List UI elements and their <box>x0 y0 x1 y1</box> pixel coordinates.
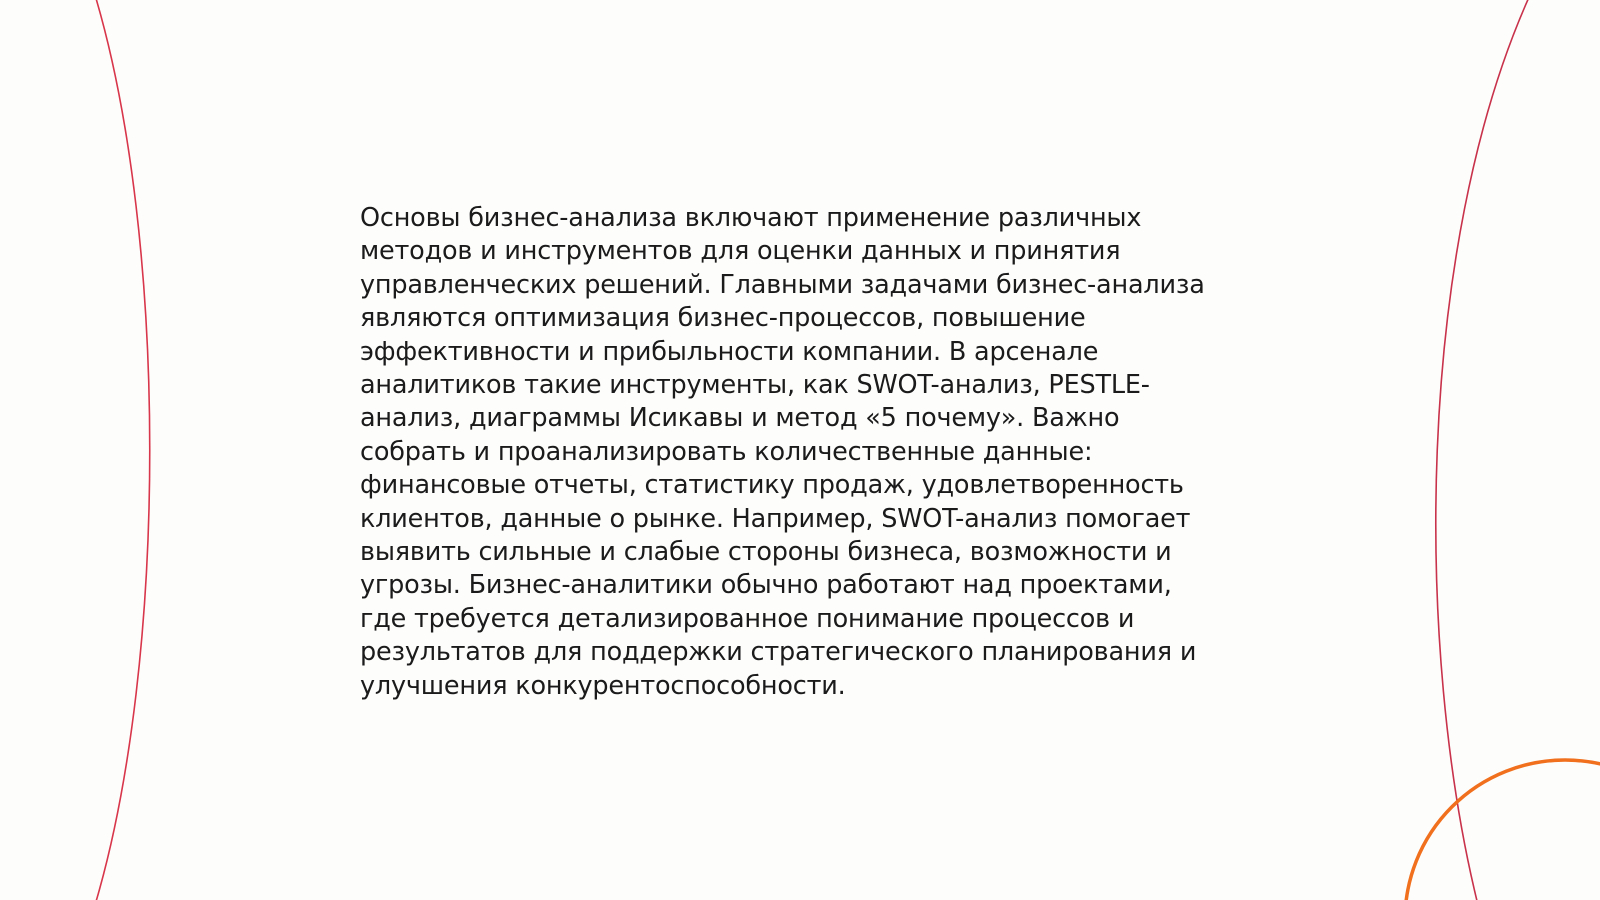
paragraph-line: где требуется детализированное понимание процессов и <box>360 603 1135 634</box>
paragraph-line: анализ, диаграммы Исикавы и метод «5 почему». Важно <box>360 403 1120 434</box>
paragraph-line: методов и инструментов для оценки данных и принятия <box>360 236 1121 267</box>
paragraph-line: являются оптимизация бизнес-процессов, повышение <box>360 303 1086 334</box>
body-paragraph <box>360 202 1260 703</box>
orange-arc-decoration <box>1405 760 1600 900</box>
paragraph-line: результатов для поддержки стратегического планирования и <box>360 637 1197 668</box>
paragraph-line: финансовые отчеты, статистику продаж, удовлетворенность <box>360 470 1184 501</box>
paragraph-line: улучшения конкурентоспособности. <box>360 670 846 701</box>
right-curve-decoration <box>1436 0 1530 900</box>
paragraph-line: собрать и проанализировать количественные данные: <box>360 436 1093 467</box>
paragraph-line: Основы бизнес-анализа включают применение различных <box>360 203 1142 233</box>
paragraph-line: аналитиков такие инструменты, как SWOT-анализ, PESTLE- <box>360 370 1150 401</box>
paragraph-line: управленческих решений. Главными задачами бизнес-анализа <box>360 269 1205 300</box>
paragraph-line: эффективности и прибыльности компании. В арсенале <box>360 336 1099 367</box>
paragraph-line: клиентов, данные о рынке. Например, SWOT-анализ помогает <box>360 503 1191 534</box>
paragraph-line: выявить сильные и слабые стороны бизнеса, возможности и <box>360 537 1172 568</box>
left-curve-decoration <box>95 0 150 900</box>
paragraph-line: угрозы. Бизнес-аналитики обычно работают над проектами, <box>360 570 1172 601</box>
